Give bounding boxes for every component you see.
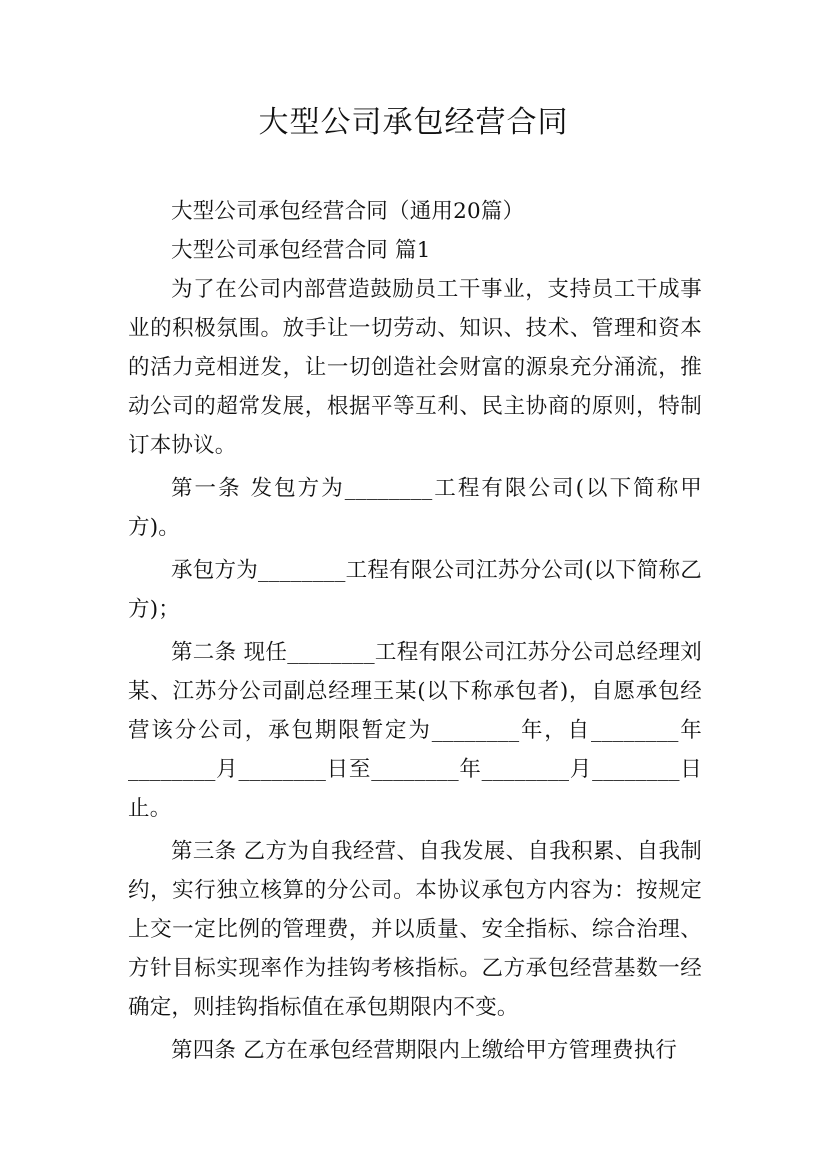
document-title: 大型公司承包经营合同 bbox=[258, 105, 569, 140]
preamble-paragraph: 为了在公司内部营造鼓励员工干事业，支持员工干成事业的积极氛围。放手让一切劳动、知识、技术、管理和资本的活力竞相迸发，让一切创造社会财富的源泉充分涌流，推动公司的超常发展，根据平等互利、民主协商的原则，特制订本协议。 bbox=[128, 277, 702, 458]
contractor-paragraph: 承包方为________工程有限公司江苏分公司(以下简称乙方)； bbox=[128, 558, 702, 622]
section-heading-paragraph: 大型公司承包经营合同 篇1 bbox=[171, 238, 431, 263]
article-4-paragraph: 第四条 乙方在承包经营期限内上缴给甲方管理费执行 bbox=[171, 1038, 678, 1063]
article-3-paragraph: 第三条 乙方为自我经营、自我发展、自我积累、自我制约，实行独立核算的分公司。本协议承包方内容为：按规定上交一定比例的管理费，并以质量、安全指标、综合治理、方针目标实现率作为挂钩考核指标。乙方承包经营基数一经确定，则挂钩指标值在承包期限内不变。 bbox=[128, 839, 702, 1020]
document-body bbox=[128, 192, 702, 1070]
subtitle-paragraph: 大型公司承包经营合同（通用20篇） bbox=[171, 199, 525, 224]
article-2-paragraph: 第二条 现任________工程有限公司江苏分公司总经理刘某、江苏分公司副总经理王某(以下称承包者)，自愿承包经营该分公司，承包期限暂定为________年，自________年________月________日至________年________月________日止。 bbox=[128, 640, 702, 821]
article-1-paragraph: 第一条 发包方为________工程有限公司(以下简称甲方)。 bbox=[128, 476, 702, 540]
